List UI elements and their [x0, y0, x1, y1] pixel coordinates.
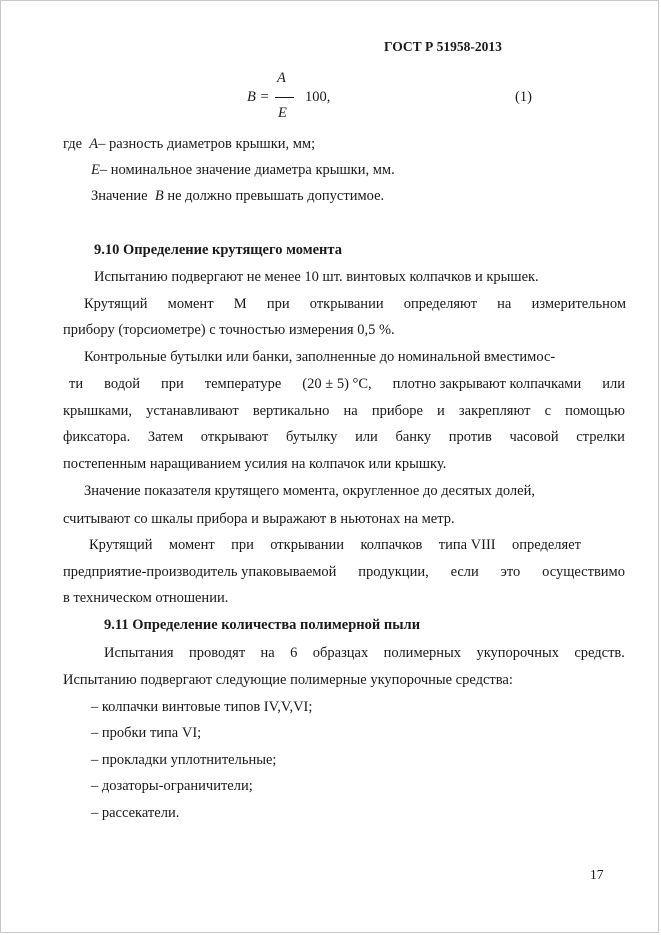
word: Крутящий	[84, 296, 148, 312]
word: или	[602, 376, 625, 392]
section-9-10-title: 9.10 Определение крутящего момента	[94, 242, 342, 258]
paragraph-line: в техническом отношении.	[63, 590, 229, 606]
word: устанавливают	[146, 403, 239, 419]
word: на	[343, 403, 358, 419]
justified-line	[84, 296, 626, 313]
word: крышками,	[63, 403, 133, 419]
formula-multiplier: 100,	[305, 89, 331, 105]
paragraph-line: Контрольные бутылки или банки, заполненные до номинальной вместимос-	[84, 349, 556, 365]
word: предприятие-производитель упаковываемой	[63, 564, 337, 580]
where-line-3: Значение B не должно превышать допустимое.	[91, 188, 385, 204]
fraction-bar	[275, 97, 294, 98]
word: (20 ± 5) °С,	[302, 376, 372, 392]
word: открывании	[309, 296, 384, 312]
word: 6	[290, 645, 298, 661]
word: Крутящий	[89, 537, 153, 553]
word: это	[500, 564, 521, 580]
document-code-header: ГОСТ Р 51958-2013	[384, 39, 502, 54]
word: Испытания	[104, 645, 174, 661]
word: определяет	[511, 537, 581, 553]
justified-line	[89, 537, 581, 554]
word: определяют	[403, 296, 477, 312]
word: проводят	[188, 645, 246, 661]
word: банку	[395, 429, 432, 445]
word: фиксатора.	[63, 429, 131, 445]
word: стрелки	[576, 429, 625, 445]
word: на	[260, 645, 275, 661]
list-item: – рассекатели.	[91, 805, 180, 821]
word: или	[355, 429, 378, 445]
paragraph-line: Значение показателя крутящего момента, округленное до десятых долей,	[84, 483, 535, 499]
word: типа VIII	[438, 537, 496, 553]
word: колпачков	[360, 537, 423, 553]
word: момент	[167, 296, 214, 312]
word: помощью	[565, 403, 625, 419]
list-item: – прокладки уплотнительные;	[91, 752, 277, 768]
word: с	[544, 403, 552, 419]
word: Затем	[147, 429, 184, 445]
where-line-1: где A– разность диаметров крышки, мм;	[63, 136, 316, 152]
word: средств.	[574, 645, 625, 661]
word: часовой	[509, 429, 559, 445]
formula-denominator: E	[278, 105, 287, 121]
justified-line	[63, 403, 625, 420]
word: открывают	[200, 429, 269, 445]
justified-line	[63, 429, 625, 446]
page-number: 17	[590, 867, 604, 882]
word: температуре	[204, 376, 282, 392]
justified-line	[69, 376, 625, 393]
word: закрепляют	[458, 403, 531, 419]
section-9-11-title: 9.11 Определение количества полимерной пыли	[104, 617, 421, 633]
word: если	[450, 564, 479, 580]
word: М	[233, 296, 247, 312]
formula-numerator: A	[277, 70, 286, 86]
word: полимерных	[383, 645, 462, 661]
word: приборе	[371, 403, 423, 419]
word: продукции,	[358, 564, 429, 580]
word: бутылку	[285, 429, 338, 445]
justified-line	[63, 564, 625, 581]
word: при	[231, 537, 254, 553]
list-item: – пробки типа VI;	[91, 725, 202, 741]
word: измерительном	[531, 296, 626, 312]
word: осуществимо	[542, 564, 625, 580]
word: против	[448, 429, 492, 445]
justified-line	[104, 645, 625, 662]
word: укупорочных	[476, 645, 559, 661]
word: ти	[69, 376, 84, 392]
paragraph-line: прибору (торсиометре) с точностью измерения 0,5 %.	[63, 322, 395, 338]
formula-lhs: B =	[247, 89, 270, 105]
list-item: – дозаторы-ограничители;	[91, 778, 253, 794]
word: плотно закрывают колпачками	[392, 376, 582, 392]
paragraph-line: Испытанию подвергают следующие полимерные укупорочные средства:	[63, 672, 513, 688]
word: открывании	[270, 537, 345, 553]
equation-number: (1)	[515, 89, 532, 105]
paragraph-line: Испытанию подвергают не менее 10 шт. винтовых колпачков и крышек.	[94, 269, 539, 285]
word: на	[497, 296, 512, 312]
paragraph-line: считывают со шкалы прибора и выражают в ньютонах на метр.	[63, 511, 455, 527]
word: вертикально	[252, 403, 330, 419]
word: момент	[168, 537, 215, 553]
word: образцах	[312, 645, 369, 661]
word: при	[266, 296, 290, 312]
word: и	[437, 403, 445, 419]
word: при	[161, 376, 184, 392]
list-item: – колпачки винтовые типов IV,V,VI;	[91, 699, 313, 715]
where-line-2: E– номинальное значение диаметра крышки, мм.	[91, 162, 395, 178]
paragraph-line: постепенным наращиванием усилия на колпачок или крышку.	[63, 456, 447, 472]
word: водой	[104, 376, 141, 392]
